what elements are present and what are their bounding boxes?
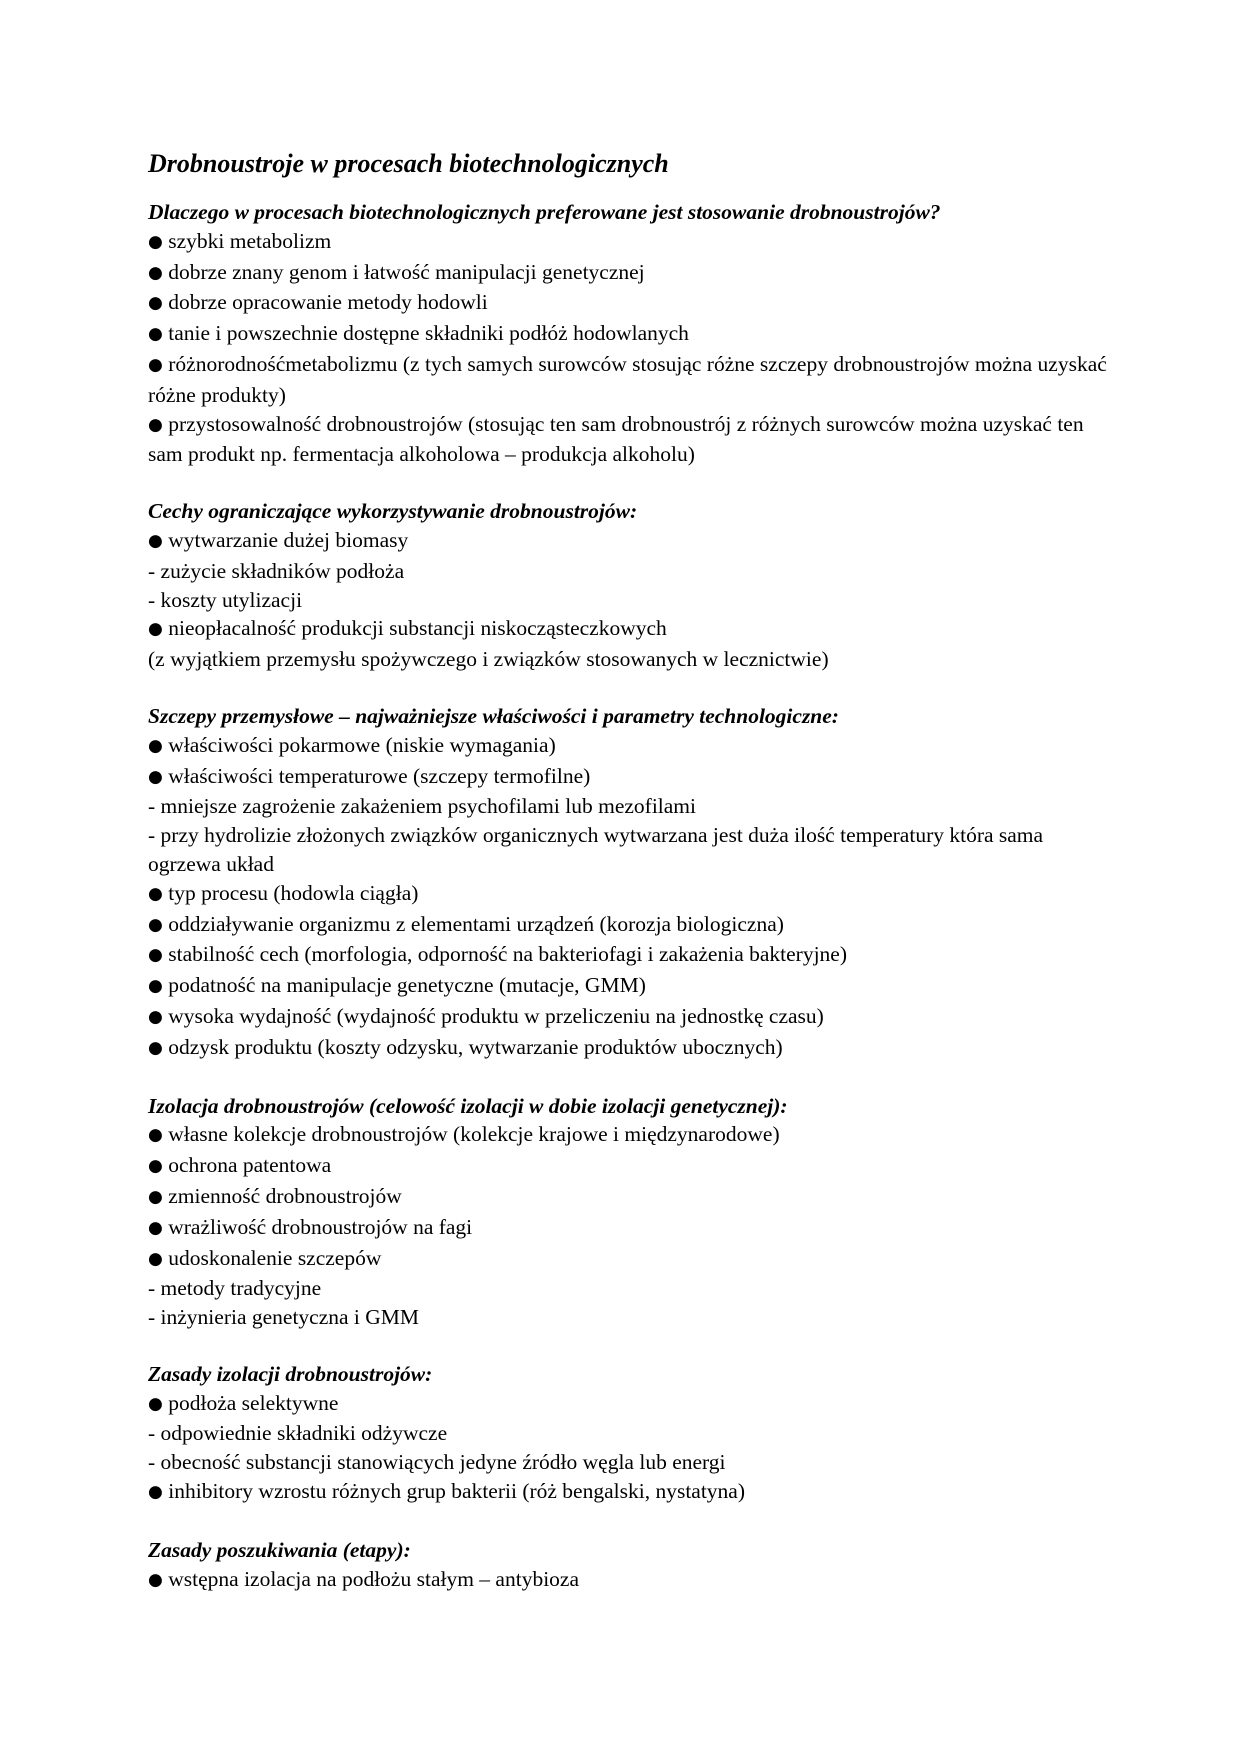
bullet-item: ● oddziaływanie organizmu z elementami urządzeń (korozja biologiczna) xyxy=(148,910,1108,941)
section xyxy=(148,497,1108,674)
section-heading: Zasady izolacji drobnoustrojów: xyxy=(148,1361,433,1386)
section xyxy=(148,1092,1108,1332)
bullet-item: ● zmienność drobnoustrojów xyxy=(148,1182,1108,1213)
list-line: (z wyjątkiem przemysłu spożywczego i związków stosowanych w lecznictwie) xyxy=(148,647,829,672)
bullet-item: ● ochrona patentowa xyxy=(148,1151,1108,1182)
list-line: - przy hydrolizie złożonych związków organicznych wytwarzana jest duża ilość temperatury która sama ogrzewa układ xyxy=(148,823,1044,876)
document-body xyxy=(148,198,1108,1595)
section-heading: Cechy ograniczające wykorzystywanie drobnoustrojów: xyxy=(148,499,638,524)
bullet-item: ● wrażliwość drobnoustrojów na fagi xyxy=(148,1213,1108,1244)
bullet-item: ● przystosowalność drobnoustrojów (stosując ten sam drobnoustrój z różnych surowców można uzyskać ten sam produkt np. fermentacja alkoholowa – produkcja alkoholu) xyxy=(148,410,1108,470)
section xyxy=(148,1360,1108,1508)
bullet-item: ● podatność na manipulacje genetyczne (mutacje, GMM) xyxy=(148,971,1108,1002)
bullet-item: ● tanie i powszechnie dostępne składniki podłóż hodowlanych xyxy=(148,319,1108,350)
bullet-item: ● dobrze opracowanie metody hodowli xyxy=(148,288,1108,319)
list-line: - mniejsze zagrożenie zakażeniem psychofilami lub mezofilami xyxy=(148,794,697,819)
bullet-item: ● inhibitory wzrostu różnych grup bakterii (róż bengalski, nystatyna) xyxy=(148,1477,1108,1508)
list-line: - koszty utylizacji xyxy=(148,587,303,612)
bullet-item: ● stabilność cech (morfologia, odporność na bakteriofagi i zakażenia bakteryjne) xyxy=(148,940,1108,971)
document-page xyxy=(148,146,1108,1623)
section-heading: Dlaczego w procesach biotechnologicznych preferowane jest stosowanie drobnoustrojów? xyxy=(148,200,941,224)
section xyxy=(148,702,1108,1064)
section xyxy=(148,1536,1108,1596)
bullet-item: ● różnorodnośćmetabolizmu (z tych samych surowców stosując różne szczepy drobnoustrojów można uzyskać różne produkty) xyxy=(148,350,1108,410)
list-line: - obecność substancji stanowiących jedyne źródło węgla lub energi xyxy=(148,1450,726,1475)
bullet-item: ● właściwości temperaturowe (szczepy termofilne) xyxy=(148,762,1108,793)
section-heading: Izolacja drobnoustrojów (celowość izolacji w dobie izolacji genetycznej): xyxy=(148,1093,788,1118)
bullet-item: ● typ procesu (hodowla ciągła) xyxy=(148,879,1108,910)
bullet-item: ● podłoża selektywne xyxy=(148,1389,1108,1420)
section xyxy=(148,198,1108,469)
bullet-item: ● własne kolekcje drobnoustrojów (kolekcje krajowe i międzynarodowe) xyxy=(148,1120,1108,1151)
bullet-item: ● wstępna izolacja na podłożu stałym – antybioza xyxy=(148,1565,1108,1596)
document-title: Drobnoustroje w procesach biotechnologicznych xyxy=(148,149,669,178)
bullet-item: ● wytwarzanie dużej biomasy xyxy=(148,526,1108,557)
list-line: - inżynieria genetyczna i GMM xyxy=(148,1305,420,1330)
bullet-item: ● udoskonalenie szczepów xyxy=(148,1244,1108,1275)
bullet-item: ● właściwości pokarmowe (niskie wymagania) xyxy=(148,731,1108,762)
list-line: - metody tradycyjne xyxy=(148,1276,322,1301)
list-line: - zużycie składników podłoża xyxy=(148,558,405,583)
bullet-item: ● szybki metabolizm xyxy=(148,227,1108,258)
list-line: - odpowiednie składniki odżywcze xyxy=(148,1421,448,1446)
section-heading: Szczepy przemysłowe – najważniejsze właściwości i parametry technologiczne: xyxy=(148,703,839,728)
bullet-item: ● wysoka wydajność (wydajność produktu w przeliczeniu na jednostkę czasu) xyxy=(148,1002,1108,1033)
bullet-item: ● nieopłacalność produkcji substancji niskocząsteczkowych xyxy=(148,614,1108,645)
section-heading: Zasady poszukiwania (etapy): xyxy=(148,1537,411,1562)
bullet-item: ● odzysk produktu (koszty odzysku, wytwarzanie produktów ubocznych) xyxy=(148,1033,1108,1064)
bullet-item: ● dobrze znany genom i łatwość manipulacji genetycznej xyxy=(148,258,1108,289)
